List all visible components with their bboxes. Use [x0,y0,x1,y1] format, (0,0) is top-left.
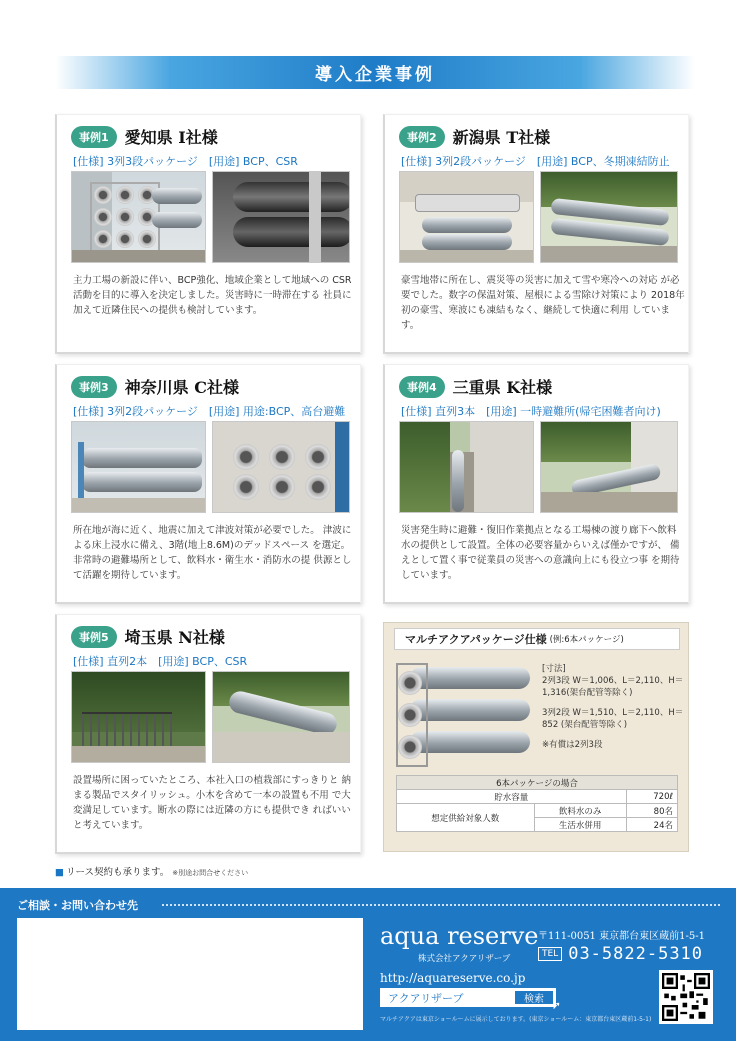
case-card-5 [55,614,361,854]
case-spec: [仕様] 直列2本 [用途] BCP、CSR [73,655,248,668]
case-photo [71,171,206,263]
lease-text: リース契約も承ります。 [65,867,170,878]
search-button[interactable] [514,990,561,1012]
spec-table-header: 6本パッケージの場合 [397,776,678,790]
contact-blank-box [17,918,363,1030]
case-head [71,375,239,398]
case-card-1 [55,114,361,354]
company-address: 〒111-0051 東京都台東区蔵前1-5-1 [538,931,705,942]
case-title: 神奈川県 C社様 [124,378,239,397]
spec-title-note: (例:6本パッケージ) [549,635,624,645]
case-photo [212,171,350,263]
lease-subnote: ※別途お問合せください [172,869,249,877]
contact-footer [0,888,736,1041]
section-header [55,56,695,89]
dims-note: ※有償は2列3段 [542,740,603,750]
case-badge: 事例5 [71,626,117,648]
website-link[interactable]: http://aquareserve.co.jp [380,971,526,985]
case-photo [540,421,678,513]
tel-tag: TEL [538,947,562,961]
cursor-icon: ➚ [551,999,561,1012]
case-head [399,125,550,148]
search-input[interactable]: アクアリザーブ [388,991,464,1005]
drinking-label: 飲料水のみ [534,804,626,818]
spec-dimensions [542,663,684,751]
case-description: 災害発生時に避難・復旧作業拠点となる工場棟の渡り廊下へ飲料 水の提供として設置。全体の必要容量からいえば僅かですが、 備えとして置く事で従業員の災害への意識向上にも役立つ事 を期待しています。 [401,525,680,581]
tel-number[interactable]: 03-5822-5310 [568,944,704,964]
qr-code-icon [662,973,710,1021]
case-head [71,125,218,148]
case-description: 豪雪地帯に所在し、震災等の災害に加えて雪や寒冷への対応 が必要でした。数字の保温対策、屋根による雪除け対策により 2018年初の豪雪、寒波にも凍結もなく、継続して快適に利用 しています。 [401,275,685,331]
dims-3x2: 3列2段 W＝1,510、L＝2,110、H＝852 (架台配管等除く) [542,708,684,730]
case-photo [399,171,534,263]
case-title: 新潟県 T社様 [452,128,551,147]
case-spec: [仕様] 直列3本 [用途] 一時避難所(帰宅困難者向け) [401,405,661,418]
case-badge: 事例4 [399,376,445,398]
case-description: 設置場所に困っていたところ、本社入口の植栽部にすっきりと 納まる製品でスタイリッシュ。小木を含めて一本の設置も不用 で大変満足しています。断水の際には近隣の方にも提供でき ればいいと考えています。 [73,775,351,831]
case-card-4 [383,364,689,604]
dims-label: [寸法] [542,664,566,674]
case-badge: 事例3 [71,376,117,398]
package-illustration [396,661,532,773]
case-head [399,375,552,398]
case-photo [71,421,206,513]
case-title: 埼玉県 N社様 [124,628,225,647]
persons-label: 想定供給対象人数 [397,804,535,832]
case-card-3 [55,364,361,604]
living-label: 生活水併用 [534,818,626,832]
case-photo [540,171,678,263]
lease-note [55,864,248,878]
case-badge: 事例2 [399,126,445,148]
drinking-value: 80名 [626,804,677,818]
section-title: 導入企業事例 [315,65,435,85]
case-card-2 [383,114,689,354]
case-head [71,625,225,648]
dotted-divider [162,904,720,906]
case-photo [71,671,206,763]
brand-logo: aqua reserve [380,922,539,950]
capacity-value: 720ℓ [626,790,677,804]
spec-box-title [394,628,680,650]
spec-table [396,775,678,832]
tel-row [538,944,703,964]
company-name: 株式会社アクアリザーブ [418,954,511,964]
dims-2x3: 2列3段 W＝1,006、L＝2,110、H＝1,316(架台配管等除く) [542,676,684,698]
case-spec: [仕様] 3列2段パッケージ [用途] BCP、冬期凍結防止 [401,155,670,168]
package-spec-box [383,622,689,852]
qr-code[interactable] [659,970,713,1024]
spec-title-text: マルチアクアパッケージ仕様 [405,633,547,646]
capacity-label: 貯水容量 [397,790,627,804]
case-description: 所在地が海に近く、地震に加えて津波対策が必要でした。 津波による床上浸水に備え、3階(地上8.6M)のデッドスペース を選定。非常時の避難場所として、飲料水・衛生水・消防水の提 供源として活躍を期待しています。 [73,525,352,581]
case-title: 三重県 K社様 [452,378,553,397]
lease-marker: ■ [55,867,64,878]
contact-label: ご相談・お問い合わせ先 [17,899,138,912]
case-description: 主力工場の新設に伴い、BCP強化、地域企業として地域への CSR活動を目的に導入を決定しました。災害時に一時滞在する 社員に加えて近隣住民への提供も検討しています。 [73,275,352,316]
case-photo [212,671,350,763]
living-value: 24名 [626,818,677,832]
case-spec: [仕様] 3列2段パッケージ [用途] 用途:BCP、高台避難 [73,405,346,418]
case-spec: [仕様] 3列3段パッケージ [用途] BCP、CSR [73,155,298,168]
case-photo [212,421,350,513]
search-box[interactable] [380,988,561,1012]
case-title: 愛知県 I社様 [124,128,218,147]
search-button-label: 検索 [524,994,544,1005]
case-badge: 事例1 [71,126,117,148]
showroom-footnote: マルチアクアは東京ショールームに展示しております。(東京ショールーム：東京都台東区蔵前1-5-1) [380,1016,652,1023]
case-photo [399,421,534,513]
